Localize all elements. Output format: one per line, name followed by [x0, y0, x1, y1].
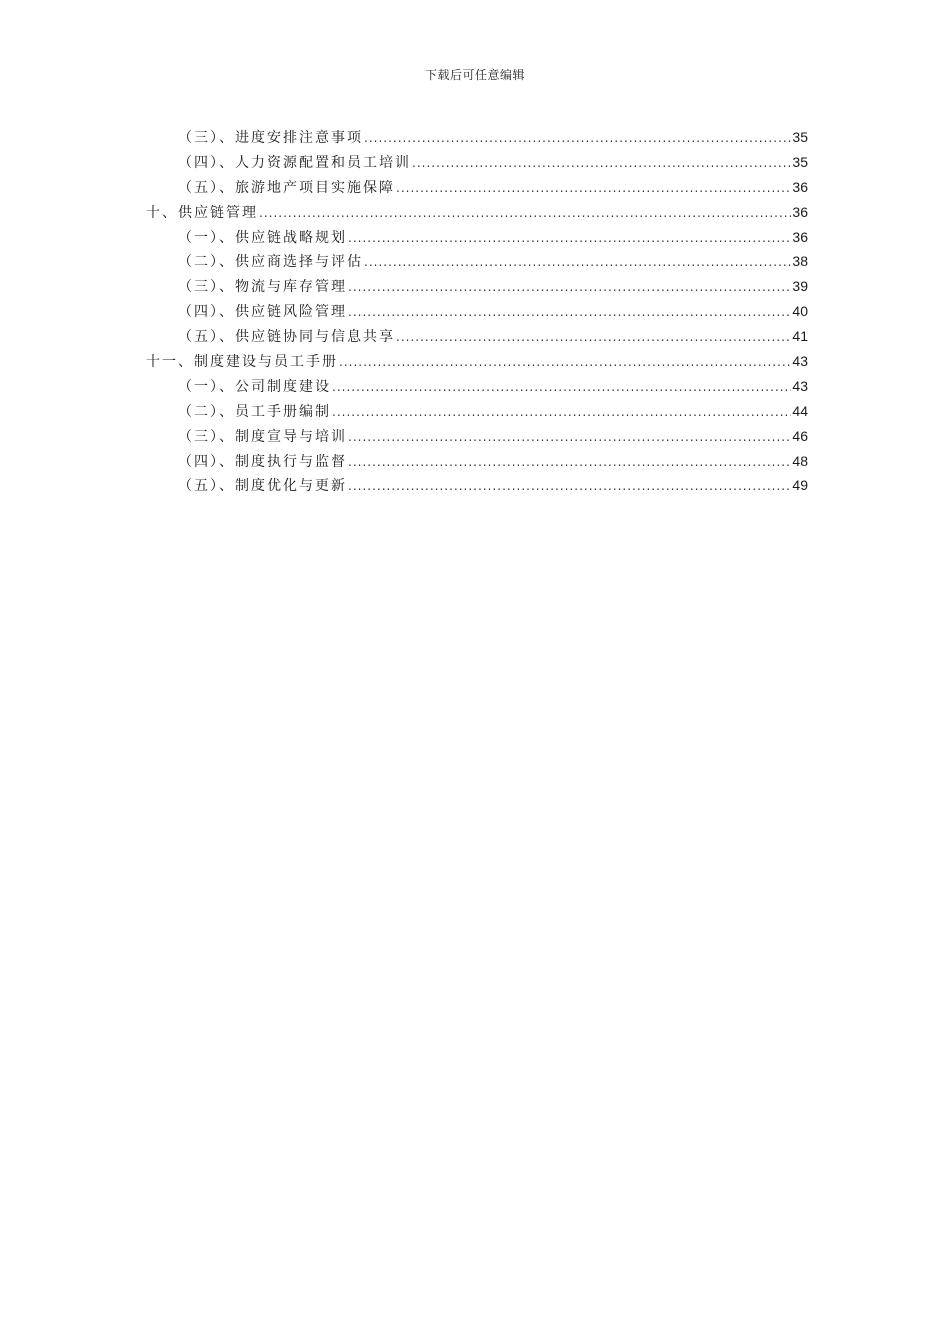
toc-entry-label: （四）、人力资源配置和员工培训 — [178, 151, 412, 175]
toc-entry-page-number: 38 — [792, 253, 808, 270]
toc-entry-page-number: 40 — [792, 303, 808, 320]
toc-entry-label: （五）、旅游地产项目实施保障 — [178, 176, 396, 200]
toc-dot-leader — [332, 400, 791, 424]
toc-dot-leader — [348, 425, 791, 449]
toc-entry-label: （二）、供应商选择与评估 — [178, 250, 364, 274]
toc-entry[interactable] — [146, 175, 808, 200]
toc-entry-label: 十、供应链管理 — [146, 201, 259, 225]
toc-entry-page-number: 36 — [792, 228, 808, 245]
toc-dot-leader — [348, 226, 791, 250]
toc-entry-label: （二）、员工手册编制 — [178, 400, 332, 424]
toc-entry-page-number: 43 — [792, 353, 808, 370]
toc-entry-label: （三）、制度宣导与培训 — [178, 425, 348, 449]
toc-dot-leader — [332, 375, 791, 399]
table-of-contents — [146, 125, 808, 498]
toc-dot-leader — [348, 300, 791, 324]
toc-dot-leader — [348, 275, 791, 299]
toc-entry-page-number: 36 — [792, 178, 808, 195]
toc-entry-page-number: 39 — [792, 278, 808, 295]
toc-entry[interactable] — [146, 125, 808, 150]
toc-entry[interactable] — [146, 274, 808, 299]
toc-entry-page-number: 44 — [792, 402, 808, 419]
toc-entry-label: 十一、制度建设与员工手册 — [146, 350, 339, 374]
toc-entry[interactable] — [146, 150, 808, 175]
toc-dot-leader — [396, 176, 791, 200]
toc-entry[interactable] — [146, 249, 808, 274]
toc-dot-leader — [348, 450, 791, 474]
toc-entry-page-number: 46 — [792, 427, 808, 444]
toc-entry-label: （五）、制度优化与更新 — [178, 474, 348, 498]
toc-entry-page-number: 35 — [792, 153, 808, 170]
toc-entry[interactable] — [146, 473, 808, 498]
toc-dot-leader — [348, 474, 791, 498]
toc-dot-leader — [364, 126, 791, 150]
toc-entry[interactable] — [146, 225, 808, 250]
toc-entry-page-number: 49 — [792, 477, 808, 494]
toc-entry-page-number: 48 — [792, 452, 808, 469]
toc-entry-label: （一）、供应链战略规划 — [178, 226, 348, 250]
toc-entry-label: （四）、制度执行与监督 — [178, 450, 348, 474]
toc-entry[interactable] — [146, 299, 808, 324]
toc-entry-page-number: 36 — [792, 203, 808, 220]
toc-entry-label: （三）、物流与库存管理 — [178, 275, 348, 299]
toc-entry[interactable] — [146, 424, 808, 449]
toc-entry[interactable] — [146, 399, 808, 424]
toc-entry-label: （三）、进度安排注意事项 — [178, 126, 364, 150]
toc-entry-page-number: 41 — [792, 328, 808, 345]
toc-entry-page-number: 35 — [792, 129, 808, 145]
toc-dot-leader — [412, 151, 791, 175]
toc-chapter-entry[interactable] — [146, 349, 808, 374]
toc-entry-label: （四）、供应链风险管理 — [178, 300, 348, 324]
toc-entry[interactable] — [146, 449, 808, 474]
toc-dot-leader — [339, 350, 791, 374]
toc-dot-leader — [364, 250, 791, 274]
toc-dot-leader — [396, 325, 791, 349]
toc-entry[interactable] — [146, 324, 808, 349]
page-header: 下载后可任意编辑 — [424, 68, 525, 82]
toc-entry-label: （一）、公司制度建设 — [178, 375, 332, 399]
toc-chapter-entry[interactable] — [146, 200, 808, 225]
toc-dot-leader — [259, 201, 791, 225]
toc-entry[interactable] — [146, 374, 808, 399]
toc-entry-label: （五）、供应链协同与信息共享 — [178, 325, 396, 349]
toc-entry-page-number: 43 — [792, 377, 808, 394]
